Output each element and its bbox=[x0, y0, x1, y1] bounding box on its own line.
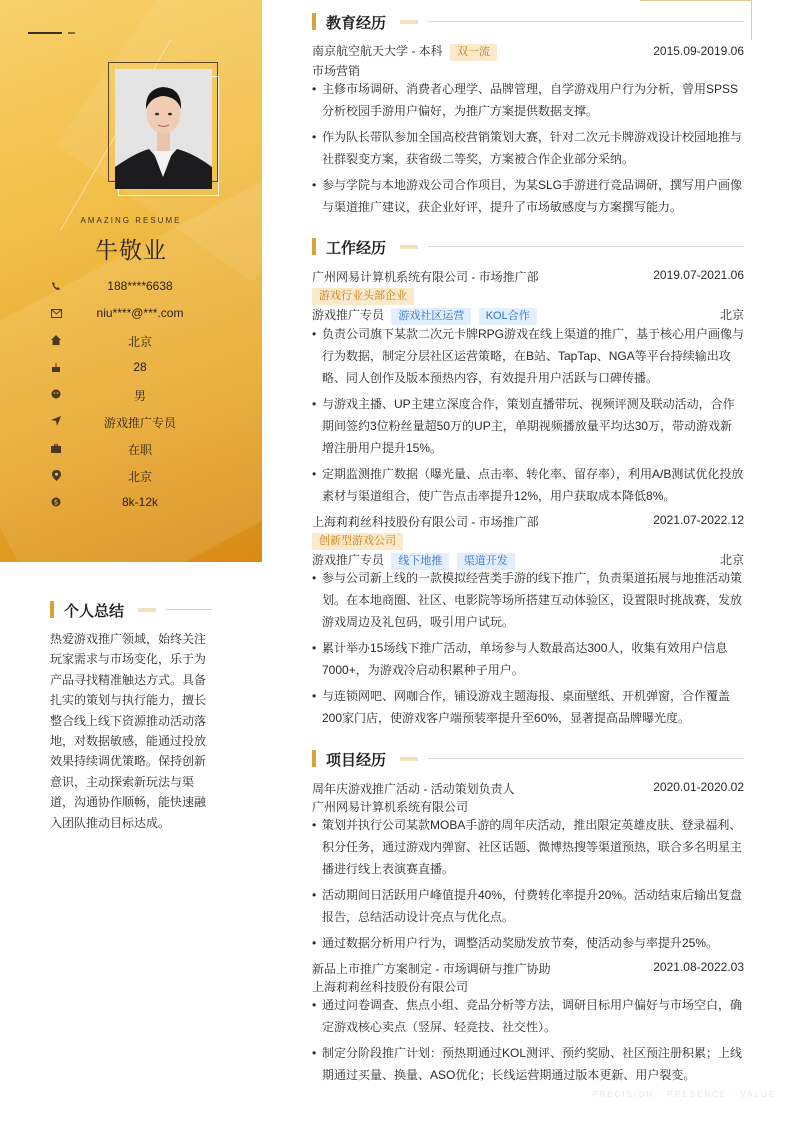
education-section-header bbox=[312, 12, 744, 32]
company-tag: 创新型游戏公司 bbox=[312, 533, 403, 550]
work-section-header bbox=[312, 237, 744, 257]
section-divider bbox=[428, 246, 744, 247]
job-city: 北京 bbox=[719, 308, 744, 322]
list-item: • 活动期间日活跃用户峰值提升40%，付费转化率提升20%。活动结束后输出复盘报告，总结活动设计亮点与优化点。 bbox=[312, 884, 744, 928]
decor-dash bbox=[28, 32, 62, 34]
contact-info bbox=[44, 276, 244, 519]
section-title: 教育经历 bbox=[326, 15, 387, 32]
project-name: 周年庆游戏推广活动 - 活动策划负责人 bbox=[312, 782, 515, 796]
section-bar bbox=[312, 238, 316, 255]
info-row-location bbox=[44, 465, 244, 492]
list-item: • 制定分阶段推广计划：预热期通过KOL测评、预约奖励、社区预注册积累；上线期通过买量、换量、ASO优化；长线运营期通过版本更新、用户裂变。 bbox=[312, 1042, 744, 1086]
section-bar bbox=[312, 13, 316, 30]
home-icon bbox=[50, 334, 62, 346]
project-bullets bbox=[312, 814, 744, 958]
footer-watermark: PRECISION · PRESENCE · VALUE bbox=[592, 1090, 776, 1099]
company-tag-row bbox=[312, 533, 744, 550]
info-row-status bbox=[44, 438, 244, 465]
school-name: 南京航空航天大学 - 本科 bbox=[312, 44, 443, 58]
list-item: • 作为队长带队参加全国高校营销策划大赛，针对二次元卡牌游戏设计校园地推与社群裂变方案，获省级二等奖，方案被合作企业部分采纳。 bbox=[312, 126, 744, 170]
section-bar bbox=[312, 750, 316, 767]
list-item: • 通过问卷调查、焦点小组、竞品分析等方法，调研目标用户偏好与市场空白，确定游戏核心卖点（竖屏、轻竞技、社交性）。 bbox=[312, 994, 744, 1038]
section-pill bbox=[400, 757, 418, 761]
school-tag: 双一流 bbox=[450, 44, 497, 61]
gender-icon bbox=[50, 388, 62, 400]
company-tag: 游戏行业头部企业 bbox=[312, 288, 414, 305]
info-value: 北京 bbox=[127, 470, 152, 484]
job-bullets bbox=[312, 323, 744, 511]
list-item: • 通过数据分析用户行为，调整活动奖励发放节奏，使活动参与率提升25%。 bbox=[312, 932, 744, 954]
skill-tag: 游戏社区运营 bbox=[391, 308, 471, 325]
info-value: 188****6638 bbox=[107, 279, 173, 293]
info-row-gender bbox=[44, 384, 244, 411]
section-bar bbox=[50, 601, 54, 618]
summary-title: 个人总结 bbox=[64, 603, 125, 620]
list-item: • 定期监测推广数据（曝光量、点击率、转化率、留存率），利用A/B测试优化投放素材与渠道组合，使广告点击率提升12%，用户获取成本降低8%。 bbox=[312, 463, 744, 507]
list-item: • 负责公司旗下某款二次元卡牌RPG游戏在线上渠道的推广，基于核心用户画像与行为数据，制定分层社区运营策略，在B站、TapTap、NGA等平台持续输出攻略、同人创作及版本预热内容，有效提升用户活跃与口碑传播。 bbox=[312, 323, 744, 389]
section-pill bbox=[400, 245, 418, 249]
location-icon bbox=[50, 469, 62, 481]
company-name: 上海莉莉丝科技股份有限公司 - 市场推广部 bbox=[312, 515, 539, 529]
tagline: AMAZING RESUME bbox=[80, 216, 182, 225]
info-row-email bbox=[44, 303, 244, 330]
project-header bbox=[312, 780, 744, 797]
cake-icon bbox=[50, 361, 62, 373]
section-pill bbox=[138, 608, 156, 612]
info-row-salary bbox=[44, 492, 244, 519]
project-bullets bbox=[312, 994, 744, 1090]
info-row-position bbox=[44, 411, 244, 438]
project-company: 上海莉莉丝科技股份有限公司 bbox=[312, 980, 469, 994]
company-name: 广州网易计算机系统有限公司 - 市场推广部 bbox=[312, 270, 539, 284]
major: 市场营销 bbox=[312, 64, 361, 78]
avatar bbox=[115, 69, 212, 189]
company-tag-row bbox=[312, 288, 744, 305]
briefcase-icon bbox=[50, 442, 62, 454]
job-date: 2021.07-2022.12 bbox=[653, 513, 744, 527]
job-header bbox=[312, 513, 744, 530]
project-date: 2021.08-2022.03 bbox=[653, 960, 744, 974]
list-item: • 策划并执行公司某款MOBA手游的周年庆活动，推出限定英雄皮肤、登录福利、积分任务，通过游戏内弹窗、社区话题、微博热搜等渠道预热，联合多名明星主播进行线上表演赛直播。 bbox=[312, 814, 744, 880]
section-title: 工作经历 bbox=[326, 240, 387, 257]
list-item: • 与连锁网吧、网咖合作，铺设游戏主题海报、桌面壁纸、开机弹窗，合作覆盖200家门店，使游戏客户端预装率提升至60%，显著提高品牌曝光度。 bbox=[312, 685, 744, 729]
projects-section-header bbox=[312, 749, 744, 769]
education-entry bbox=[312, 42, 744, 61]
education-bullets bbox=[312, 78, 744, 222]
list-item: • 参与公司新上线的一款模拟经营类手游的线下推广，负责渠道拓展与地推活动策划。在本地商圈、社区、电影院等场所搭建互动体验区，设置限时挑战赛，发放游戏周边及礼包码，吸引用户试玩。 bbox=[312, 567, 744, 633]
svg-text:$: $ bbox=[53, 498, 59, 507]
salary-icon bbox=[50, 496, 62, 508]
section-pill bbox=[400, 20, 418, 24]
info-row-hometown bbox=[44, 330, 244, 357]
job-city: 北京 bbox=[719, 553, 744, 567]
section-title: 项目经历 bbox=[326, 752, 387, 769]
info-value: 男 bbox=[133, 389, 146, 403]
education-date: 2015.09-2019.06 bbox=[653, 44, 744, 58]
project-date: 2020.01-2020.02 bbox=[653, 780, 744, 794]
info-value: 北京 bbox=[127, 335, 152, 349]
info-value: niu****@***.com bbox=[96, 306, 184, 320]
info-value: 8k-12k bbox=[121, 495, 159, 509]
info-value: 游戏推广专员 bbox=[103, 416, 176, 430]
skill-tag: KOL合作 bbox=[479, 308, 537, 325]
info-row-phone bbox=[44, 276, 244, 303]
skill-tag: 渠道开发 bbox=[457, 553, 515, 570]
section-divider bbox=[428, 21, 744, 22]
info-value: 28 bbox=[133, 360, 147, 374]
info-row-age bbox=[44, 357, 244, 384]
decor-dash bbox=[68, 32, 75, 34]
job-bullets bbox=[312, 567, 744, 733]
info-value: 在职 bbox=[127, 443, 152, 457]
summary-text: 热爱游戏推广领域，始终关注玩家需求与市场变化，乐于为产品寻找精准触达方式。具备扎实的策划与执行能力，擅长整合线上线下资源推动活动落地，对数据敏感，能通过投放效果持续调优策略。保持创新意识，主动探索新玩法与渠道，沟通协作顺畅，能快速融入团队推动目标达成。 bbox=[50, 632, 207, 830]
project-header bbox=[312, 960, 744, 977]
role-name: 游戏推广专员 bbox=[312, 553, 385, 567]
summary-section-header bbox=[50, 600, 220, 620]
section-divider bbox=[166, 609, 212, 610]
job-header bbox=[312, 268, 744, 285]
project-company: 广州网易计算机系统有限公司 bbox=[312, 800, 469, 814]
mail-icon bbox=[50, 307, 62, 319]
role-name: 游戏推广专员 bbox=[312, 308, 385, 322]
candidate-name: 牛敬业 bbox=[95, 237, 167, 263]
job-date: 2019.07-2021.06 bbox=[653, 268, 744, 282]
phone-icon bbox=[50, 280, 62, 292]
list-item: • 参与学院与本地游戏公司合作项目，为某SLG手游进行竞品调研，撰写用户画像与渠道推广建议，获企业好评，提升了市场敏感度与方案撰写能力。 bbox=[312, 174, 744, 218]
list-item: • 与游戏主播、UP主建立深度合作，策划直播带玩、视频评测及联动活动，合作期间签约3位粉丝量超50万的UP主，单期视频播放量平均达30万，带动游戏新增注册用户提升15%。 bbox=[312, 393, 744, 459]
skill-tag: 线下地推 bbox=[391, 553, 449, 570]
list-item: • 主修市场调研、消费者心理学、品牌管理，自学游戏用户行为分析，曾用SPSS分析校园手游用户偏好，为推广方案提供数据支撑。 bbox=[312, 78, 744, 122]
send-icon bbox=[50, 415, 62, 427]
section-divider bbox=[428, 758, 744, 759]
project-name: 新品上市推广方案制定 - 市场调研与推广协助 bbox=[312, 962, 551, 976]
list-item: • 累计举办15场线下推广活动，单场参与人数最高达300人，收集有效用户信息7000+，为游戏冷启动积累种子用户。 bbox=[312, 637, 744, 681]
